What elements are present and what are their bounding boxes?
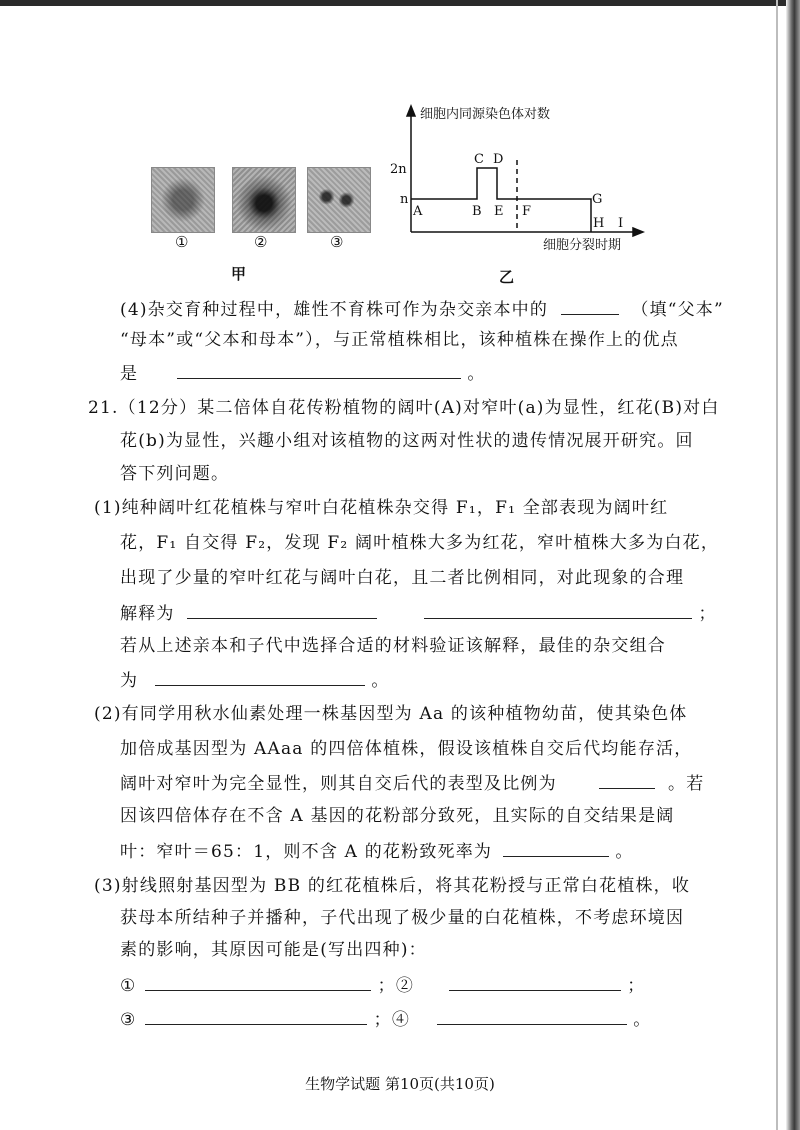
micrograph-label-1: ① <box>175 233 189 251</box>
figure-caption-yi: 乙 <box>499 268 515 286</box>
q21-p2-blank-2[interactable] <box>503 838 609 857</box>
micrograph-3 <box>307 167 371 233</box>
q21-p1-blank-3[interactable] <box>155 667 365 686</box>
point-label-A: A <box>413 204 423 219</box>
q21-p3-blank-4[interactable] <box>437 1006 627 1025</box>
scan-edge-right <box>786 0 800 1130</box>
q4-blank-2[interactable] <box>177 360 461 379</box>
q21-p1-line1: (1)纯种阔叶红花植株与窄叶白花植株杂交得 F₁，F₁ 全部表现为阔叶红 <box>94 498 669 518</box>
point-label-I: I <box>618 216 624 231</box>
q21-p2-line5: 叶：窄叶＝65：1，则不含 A 的花粉致死率为 。 <box>120 838 634 864</box>
q21-p1-line2: 花，F₁ 自交得 F₂，发现 F₂ 阔叶植株大多为红花，窄叶植株大多为白花， <box>120 533 720 553</box>
y-axis-title: 细胞内同源染色体对数 <box>420 107 551 122</box>
q4-line2: “母本”或“父本和母本”），与正常植株相比，该种植株在操作上的优点 <box>120 330 679 350</box>
q4-line1: (4)杂交育种过程中，雄性不育株可作为杂交亲本中的 （填“父本” <box>120 296 724 322</box>
q21-p3-answers-row1: ① ；② ； <box>120 972 646 998</box>
q21-p1-line6: 为 。 <box>120 667 390 693</box>
q21-p3-line3: 素的影响，其原因可能是(写出四种)： <box>120 940 427 960</box>
q21-p2-line3: 阔叶对窄叶为完全显性，则其自交后代的表型及比例为 。若 <box>120 770 704 796</box>
q21-p1-line4: 解释为 ； <box>120 600 717 626</box>
y-tick-2n: 2n <box>390 162 407 177</box>
micrograph-1 <box>151 167 215 233</box>
x-axis-arrow <box>633 228 643 236</box>
q21-p2-blank-1[interactable] <box>599 770 655 789</box>
point-label-B: B <box>472 204 482 219</box>
scan-edge-line <box>776 0 778 1130</box>
q21-p3-line1: (3)射线照射基因型为 BB 的红花植株后，将其花粉授与正常白花植株，收 <box>94 876 691 896</box>
q21-intro-3: 答下列问题。 <box>120 464 230 484</box>
q21-p1-line3: 出现了少量的窄叶红花与阔叶白花，且二者比例相同，对此现象的合理 <box>120 568 685 588</box>
q21-p2-line1: (2)有同学用秋水仙素处理一株基因型为 Aa 的该种植物幼苗，使其染色体 <box>94 704 688 724</box>
point-label-G: G <box>592 192 603 207</box>
q21-p3-blank-2[interactable] <box>449 972 621 991</box>
x-axis-title: 细胞分裂时期 <box>543 238 622 253</box>
q21-p1-blank-2[interactable] <box>424 600 692 619</box>
page-footer: 生物学试题 第10页(共10页) <box>305 1075 495 1093</box>
q21-p1-line5: 若从上述亲本和子代中选择合适的材料验证该解释，最佳的杂交组合 <box>120 636 666 656</box>
q21-p2-line4: 因该四倍体存在不含 A 基因的花粉部分致死，且实际的自交结果是阔 <box>120 806 675 826</box>
micrograph-label-2: ② <box>254 233 268 251</box>
figure-caption-jia: 甲 <box>231 265 247 283</box>
q21-p2-line2: 加倍成基因型为 AAaa 的四倍体植株，假设该植株自交后代均能存活， <box>120 739 693 759</box>
chromosome-pair-chart <box>380 100 650 260</box>
q21-intro-1: 21.（12分）某二倍体自花传粉植物的阔叶(A)对窄叶(a)为显性，红花(B)对白 <box>88 398 720 418</box>
y-tick-n: n <box>400 192 409 207</box>
y-axis-arrow <box>407 106 415 116</box>
micrograph-label-3: ③ <box>330 233 344 251</box>
point-label-C: C <box>474 152 484 167</box>
q21-intro-2: 花(b)为显性，兴趣小组对该植物的这两对性状的遗传情况展开研究。回 <box>120 431 694 451</box>
q21-p3-blank-1[interactable] <box>145 972 371 991</box>
point-label-F: F <box>522 204 532 219</box>
q21-p3-answers-row2: ③ ；④ 。 <box>120 1006 652 1032</box>
scan-edge-top <box>0 0 800 6</box>
point-label-D: D <box>493 152 504 167</box>
data-line <box>411 168 591 232</box>
q4-line3: 是 。 <box>120 360 486 386</box>
q21-p1-blank-1[interactable] <box>187 600 377 619</box>
micrograph-2 <box>232 167 296 233</box>
q21-p3-line2: 获母本所结种子并播种，子代出现了极少量的白花植株，不考虑环境因 <box>120 908 685 928</box>
point-label-E: E <box>494 204 504 219</box>
point-label-H: H <box>593 216 605 231</box>
q21-p3-blank-3[interactable] <box>145 1006 367 1025</box>
q4-blank-1[interactable] <box>561 296 619 315</box>
